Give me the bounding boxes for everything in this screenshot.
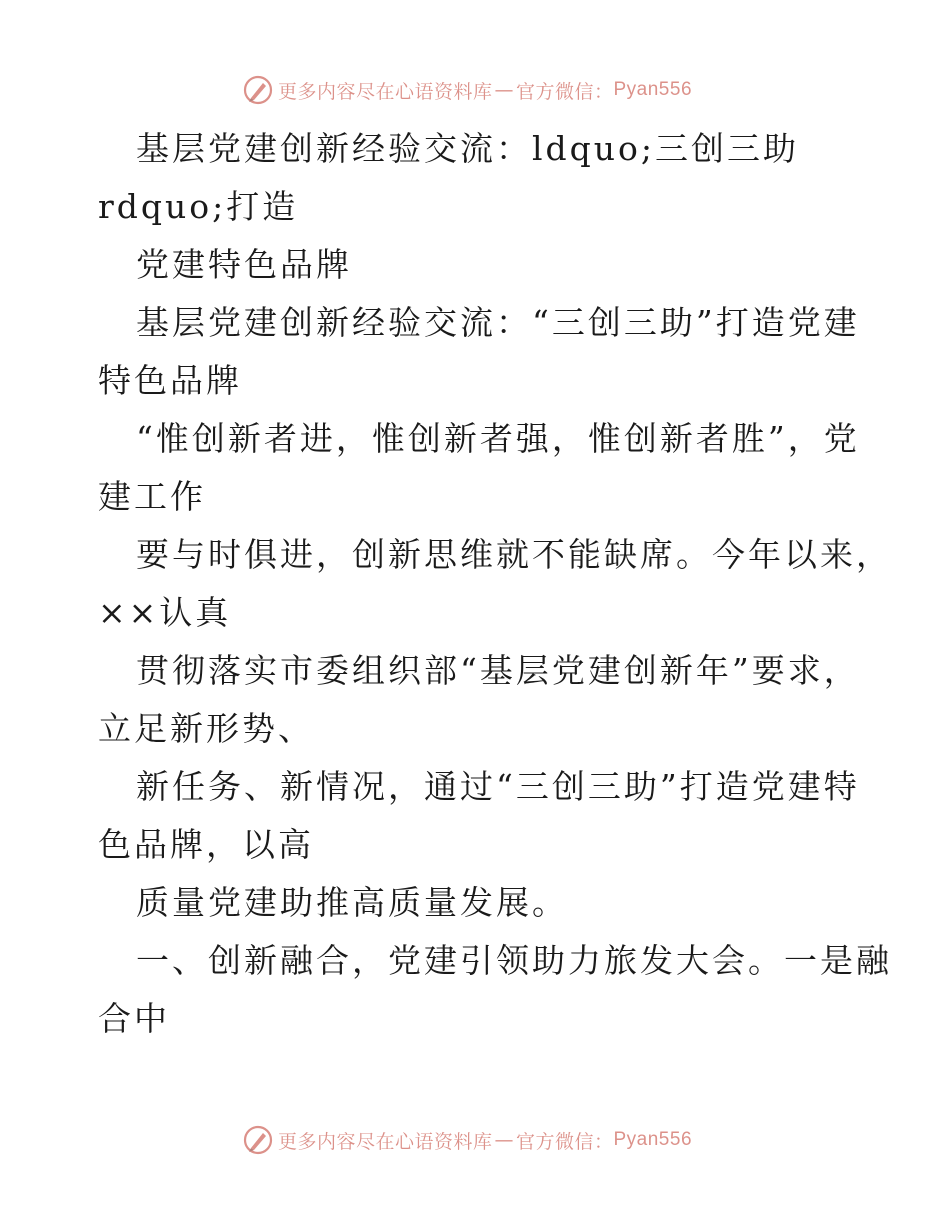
watermark-label: 官方微信： — [515, 1130, 614, 1153]
text-line: 党建特色品牌 — [136, 245, 352, 284]
pen-logo-icon — [242, 1124, 274, 1156]
text-line: 质量党建助推高质量发展。 — [136, 883, 568, 922]
text-line: ××认真 — [98, 593, 232, 632]
watermark-code: Pyan556 — [613, 1129, 693, 1150]
text-line: 要与时俱进，创新思维就不能缺席。今年以来， — [136, 535, 892, 574]
text-line: 基层党建创新经验交流：“三创三助”打造党建 — [136, 303, 860, 342]
text-line: 贯彻落实市委组织部“基层党建创新年”要求， — [136, 651, 860, 690]
watermark-dash: — — [494, 1129, 514, 1151]
watermark-text: 更多内容尽在心语资料库 — [277, 1130, 493, 1153]
watermark-label: 官方微信： — [515, 80, 614, 103]
document-body — [98, 120, 892, 1048]
watermark-footer — [0, 1122, 950, 1158]
text-line: 基层党建创新经验交流：ldquo;三创三助 — [136, 129, 800, 168]
text-line: 建工作 — [98, 477, 206, 516]
text-line: rdquo;打造 — [98, 187, 299, 226]
watermark-dash: — — [494, 79, 514, 101]
text-line: 特色品牌 — [98, 361, 242, 400]
text-line: 合中 — [98, 999, 170, 1038]
text-line: 色品牌，以高 — [98, 825, 314, 864]
text-line: “惟创新者进，惟创新者强，惟创新者胜”，党 — [136, 419, 860, 458]
pen-logo-icon — [242, 74, 274, 106]
text-line: 新任务、新情况，通过“三创三助”打造党建特 — [136, 767, 860, 806]
text-line: 立足新形势、 — [98, 709, 314, 748]
watermark-code: Pyan556 — [613, 79, 693, 100]
watermark-text: 更多内容尽在心语资料库 — [277, 80, 493, 103]
watermark-header — [0, 72, 950, 108]
text-line: 一、创新融合，党建引领助力旅发大会。一是融 — [136, 941, 892, 980]
